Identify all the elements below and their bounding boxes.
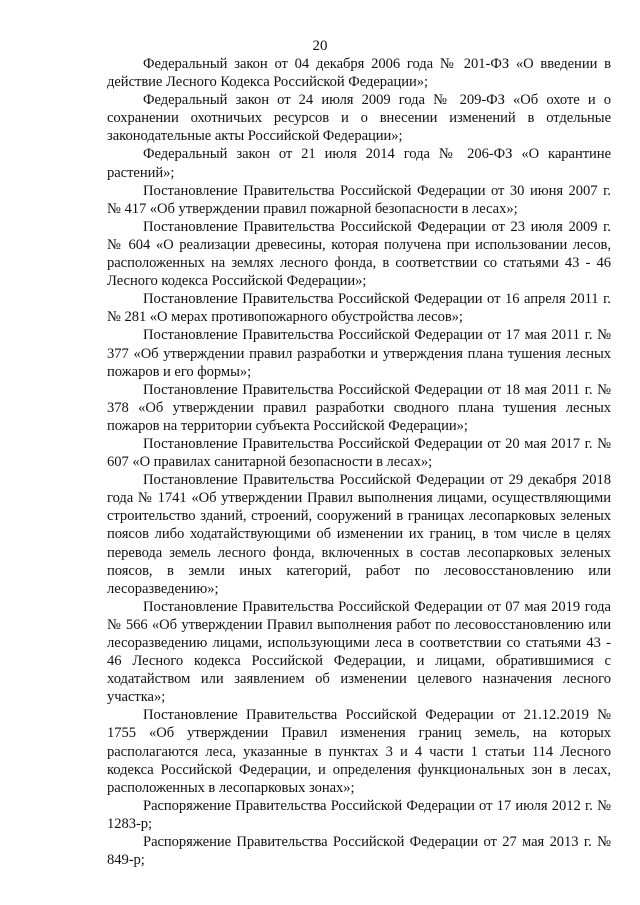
legal-act-paragraph: Федеральный закон от 21 июля 2014 года № 206-ФЗ «О карантине растений»; <box>107 146 611 181</box>
legal-act-paragraph: Постановление Правительства Российской Федерации от 29 декабря 2018 года № 1741 «Об утверждении Правил выполнения лицами, осуществляющими строительство зданий, строений, сооружений в границах лесопарковых зеленых поясов либо ходатайствующими об изменении их границ, в том числе в целях перевода земель лесного фонда, включенных в состав лесопарковых зеленых поясов, в земли иных категорий, работ по лесовосстановлению или лесоразведению»; <box>107 472 611 597</box>
legal-act-paragraph: Распоряжение Правительства Российской Федерации от 27 мая 2013 г. № 849-р; <box>107 834 611 869</box>
legal-act-paragraph: Постановление Правительства Российской Федерации от 07 мая 2019 года № 566 «Об утверждении Правил выполнения работ по лесовосстановлению или лесоразведению лицами, использующими леса в соответствии со статьями 43 - 46 Лесного кодекса Российской Федерации, и лицами, обратившимися с ходатайством или заявлением об изменении целевого назначения лесного участка»; <box>107 598 611 706</box>
legal-act-paragraph: Постановление Правительства Российской Федерации от 16 апреля 2011 г. № 281 «О мерах противопожарного обустройства лесов»; <box>107 291 611 326</box>
document-body <box>107 55 611 869</box>
legal-act-paragraph: Федеральный закон от 04 декабря 2006 года № 201-ФЗ «О введении в действие Лесного Кодекса Российской Федерации»; <box>107 56 611 91</box>
legal-act-paragraph: Федеральный закон от 24 июля 2009 года № 209-ФЗ «Об охоте и о сохранении охотничьих ресурсов и о внесении изменений в отдельные законодательные акты Российской Федерации»; <box>107 92 611 145</box>
legal-act-paragraph: Постановление Правительства Российской Федерации от 18 мая 2011 г. № 378 «Об утверждении правил разработки сводного плана тушения лесных пожаров на территории субъекта Российской Федерации»; <box>107 381 611 434</box>
legal-act-paragraph: Постановление Правительства Российской Федерации от 21.12.2019 № 1755 «Об утверждении Правил изменения границ земель, на которых располагаются леса, указанные в пунктах 3 и 4 части 1 статьи 114 Лесного кодекса Российской Федерации, и определения функциональных зон в лесах, расположенных в лесопарковых зонах»; <box>107 707 611 796</box>
legal-act-paragraph: Постановление Правительства Российской Федерации от 30 июня 2007 г. № 417 «Об утверждении правил пожарной безопасности в лесах»; <box>107 182 611 217</box>
legal-act-paragraph: Постановление Правительства Российской Федерации от 17 мая 2011 г. № 377 «Об утверждении правил разработки и утверждения плана тушения лесных пожаров и его формы»; <box>107 327 611 380</box>
legal-act-paragraph: Постановление Правительства Российской Федерации от 20 мая 2017 г. № 607 «О правилах санитарной безопасности в лесах»; <box>107 435 611 471</box>
legal-act-paragraph: Постановление Правительства Российской Федерации от 23 июля 2009 г. № 604 «О реализации древесины, которая получена при использовании лесов, расположенных на землях лесного фонда, в соответствии со статьями 43 - 46 Лесного кодекса Российской Федерации»; <box>107 218 611 290</box>
legal-act-paragraph: Распоряжение Правительства Российской Федерации от 17 июля 2012 г. № 1283-р; <box>107 797 611 832</box>
page-number: 20 <box>312 38 328 54</box>
